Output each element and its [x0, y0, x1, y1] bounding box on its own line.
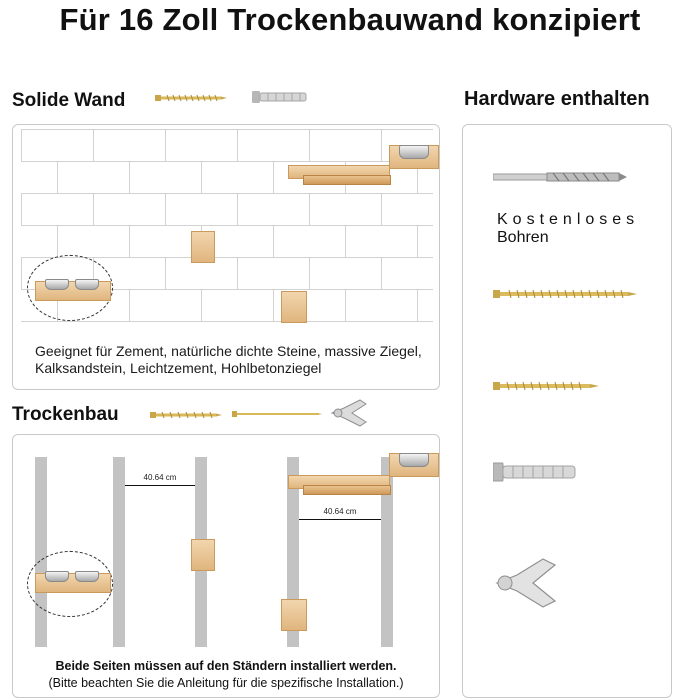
dimension-line [299, 519, 381, 520]
dimension-line [125, 485, 195, 486]
solid-wall-caption: Geeignet für Zement, natürliche dichte Steine, massive Ziegel, Kalksandstein, Leichtzement, Hohlbetonziegel [35, 343, 422, 376]
hardware-panel [462, 124, 672, 698]
drywall-screw-icon [232, 409, 322, 419]
wall-plug-icon [493, 459, 579, 485]
bowl [75, 571, 99, 582]
step-mount [191, 231, 215, 263]
step-mount [281, 599, 307, 631]
stud [35, 457, 47, 647]
step-mount [281, 291, 307, 323]
bowl [399, 145, 429, 159]
hardware-heading: Hardware enthalten [464, 88, 650, 110]
free-drilling-label: Kostenloses [497, 211, 640, 228]
drywall-note: (Bitte beachten Sie die Anleitung für die spezifische Installation.) [48, 676, 404, 690]
dimension-label-left: 40.64 cm [143, 473, 177, 482]
wall-anchor-icon [252, 88, 310, 106]
drywall-heading: Trockenbau [12, 404, 119, 425]
bowl [75, 279, 99, 290]
dimension-label-right: 40.64 cm [323, 507, 357, 516]
bowl [399, 453, 429, 467]
bowl [45, 279, 69, 290]
shelf-bracket [303, 175, 391, 185]
page-title: Für 16 Zoll Trockenbauwand konzipiert [59, 2, 641, 37]
bowl [45, 571, 69, 582]
step-mount [191, 539, 215, 571]
solid-wall-heading: Solide Wand [12, 90, 126, 111]
solid-wall-panel [12, 124, 440, 390]
shelf-bracket [303, 485, 391, 495]
wood-screw-icon [155, 92, 227, 104]
drill-bit-icon [493, 169, 627, 185]
free-drilling-label-2: Bohren [497, 229, 549, 246]
butterfly-anchor-icon [330, 396, 370, 430]
drywall-panel [12, 434, 440, 698]
butterfly-anchor-icon [493, 553, 563, 613]
short-screw-icon [493, 379, 599, 393]
stud [113, 457, 125, 647]
drywall-note-bold: Beide Seiten müssen auf den Ständern installiert werden. [55, 659, 397, 673]
long-screw-icon [493, 287, 637, 301]
wood-screw-icon [150, 409, 222, 421]
